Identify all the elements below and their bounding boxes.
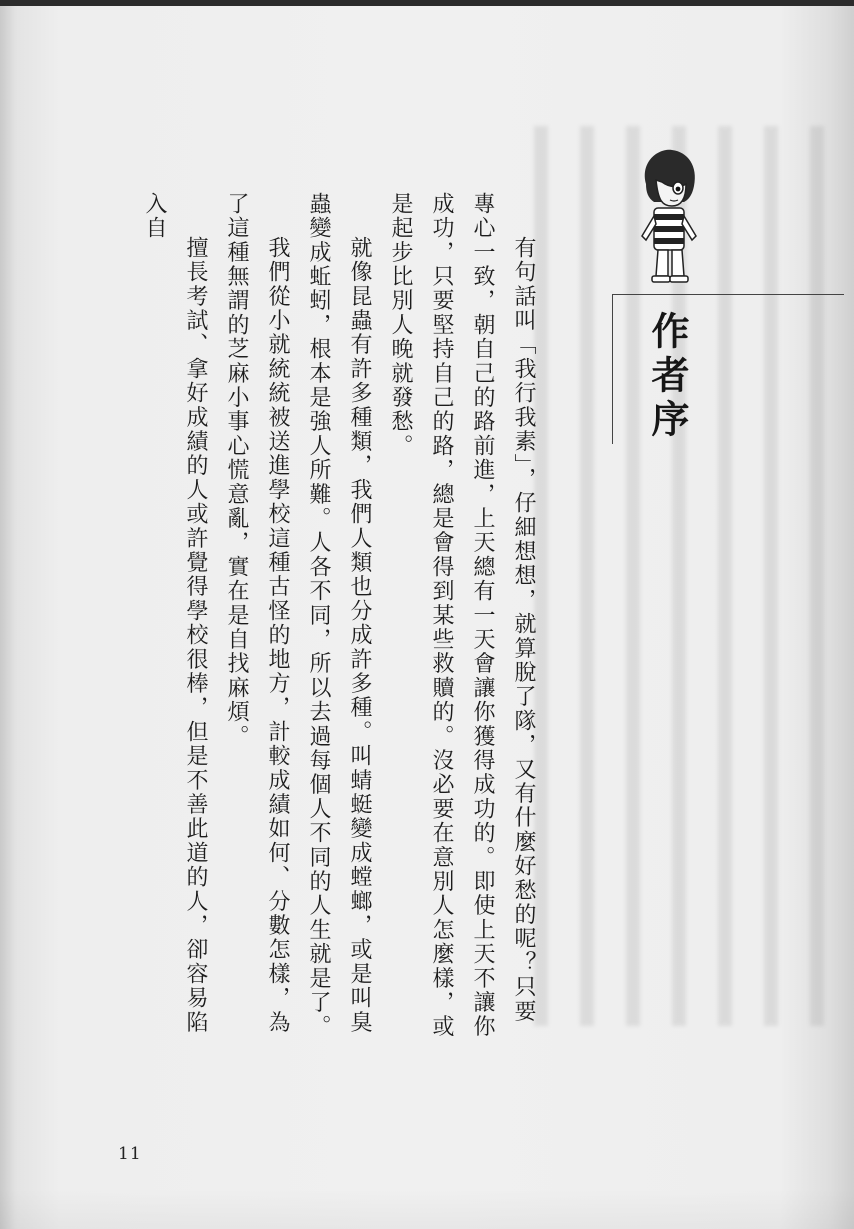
paragraph: 我們從小就統統被送進學校這種古怪的地方，計較成績如何、分數怎樣，為了這種無謂的芝麻小事心慌意亂，實在是自找麻煩。 <box>224 192 290 1035</box>
title-rule-horizontal <box>612 294 844 295</box>
title-rule-vertical <box>612 294 613 444</box>
character-illustration <box>632 144 704 292</box>
page-spine-shadow <box>0 6 14 1229</box>
page-bottom-shadow <box>0 1189 854 1229</box>
page-number: 11 <box>118 1144 142 1164</box>
paragraph: 擅長考試、拿好成績的人或許覺得學校很棒，但是不善此道的人，卻容易陷入自 <box>142 192 208 1035</box>
paragraph: 就像昆蟲有許多種類，我們人類也分成許多種。叫蜻蜓變成螳螂，或是叫臭蟲變成蚯蚓，根本是強人所難。人各不同，所以去過每個人不同的人生就是了。 <box>306 192 372 1039</box>
paragraph: 有句話叫「我行我素」，仔細想想，就算脫了隊，又有什麼好愁的呢？只要專心一致，朝自己的路前進，上天總有一天會讓你獲得成功的。即使上天不讓你成功，只要堅持自己的路，總是會得到某些救贖的。沒必要在意別人怎麼樣，或是起步比別人晚就發愁。 <box>388 192 536 1039</box>
book-page <box>0 6 854 1229</box>
body-text <box>134 192 544 1042</box>
chapter-title: 作者序 <box>645 311 690 443</box>
